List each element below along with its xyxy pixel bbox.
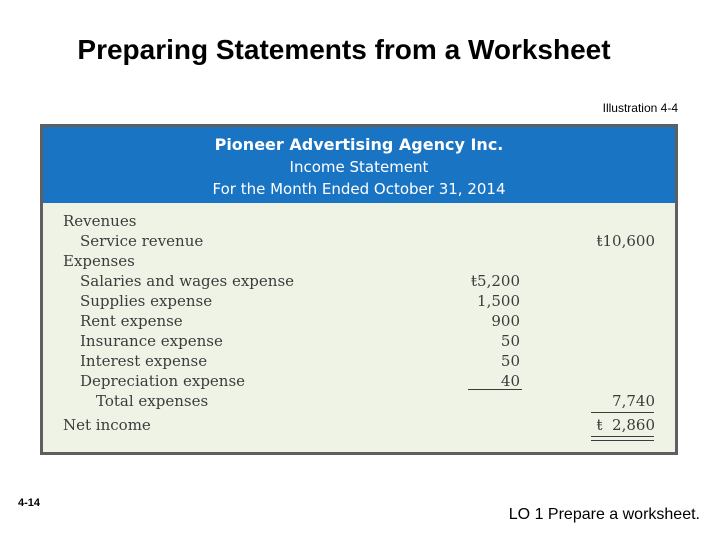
- row-interest: [43, 351, 675, 371]
- row-amount-right: 7,740: [612, 392, 655, 410]
- row-depreciation: [43, 371, 675, 391]
- subtotal-rule: [468, 389, 522, 390]
- row-amount-mid: 50: [500, 352, 520, 370]
- statement-body: [43, 203, 675, 452]
- income-statement: [40, 124, 678, 455]
- row-label: Supplies expense: [80, 292, 213, 310]
- slide-title: Preparing Statements from a Worksheet: [77, 34, 611, 65]
- row-insurance: [43, 331, 675, 351]
- row-label: Service revenue: [80, 232, 204, 250]
- row-label: Insurance expense: [80, 332, 223, 350]
- row-label: Salaries and wages expense: [80, 272, 295, 290]
- row-label: Net income: [63, 416, 151, 434]
- row-supplies: [43, 291, 675, 311]
- statement-period: For the Month Ended October 31, 2014: [212, 180, 506, 198]
- net-income-double-rule: [591, 436, 654, 441]
- statement-header: [43, 127, 675, 203]
- company-name: Pioneer Advertising Agency Inc.: [214, 135, 504, 154]
- row-salaries-wages: [43, 271, 675, 291]
- row-label: Expenses: [63, 252, 135, 270]
- row-amount-right: ŧ10,600: [596, 232, 655, 250]
- row-label: Revenues: [63, 212, 137, 230]
- row-revenues: [43, 211, 675, 231]
- slide-number: 4-14: [18, 497, 41, 509]
- row-service-revenue: [43, 231, 675, 251]
- row-label: Total expenses: [96, 392, 209, 410]
- row-rent: [43, 311, 675, 331]
- row-amount-right: ŧ 2,860: [596, 416, 655, 434]
- row-amount-mid: ŧ5,200: [471, 272, 520, 290]
- row-expenses: [43, 251, 675, 271]
- row-label: Rent expense: [80, 312, 183, 330]
- statement-name: Income Statement: [289, 158, 429, 176]
- row-amount-mid: 900: [491, 312, 520, 330]
- row-amount-mid: 50: [500, 332, 520, 350]
- row-label: Depreciation expense: [80, 372, 246, 390]
- illustration-label: Illustration 4-4: [602, 101, 678, 115]
- learning-objective: LO 1 Prepare a worksheet.: [508, 506, 700, 523]
- total-rule: [591, 412, 654, 413]
- row-net-income: [43, 415, 675, 435]
- row-amount-mid: 40: [500, 372, 520, 390]
- row-label: Interest expense: [80, 352, 208, 370]
- row-total-expenses: [43, 391, 675, 411]
- row-amount-mid: 1,500: [477, 292, 520, 310]
